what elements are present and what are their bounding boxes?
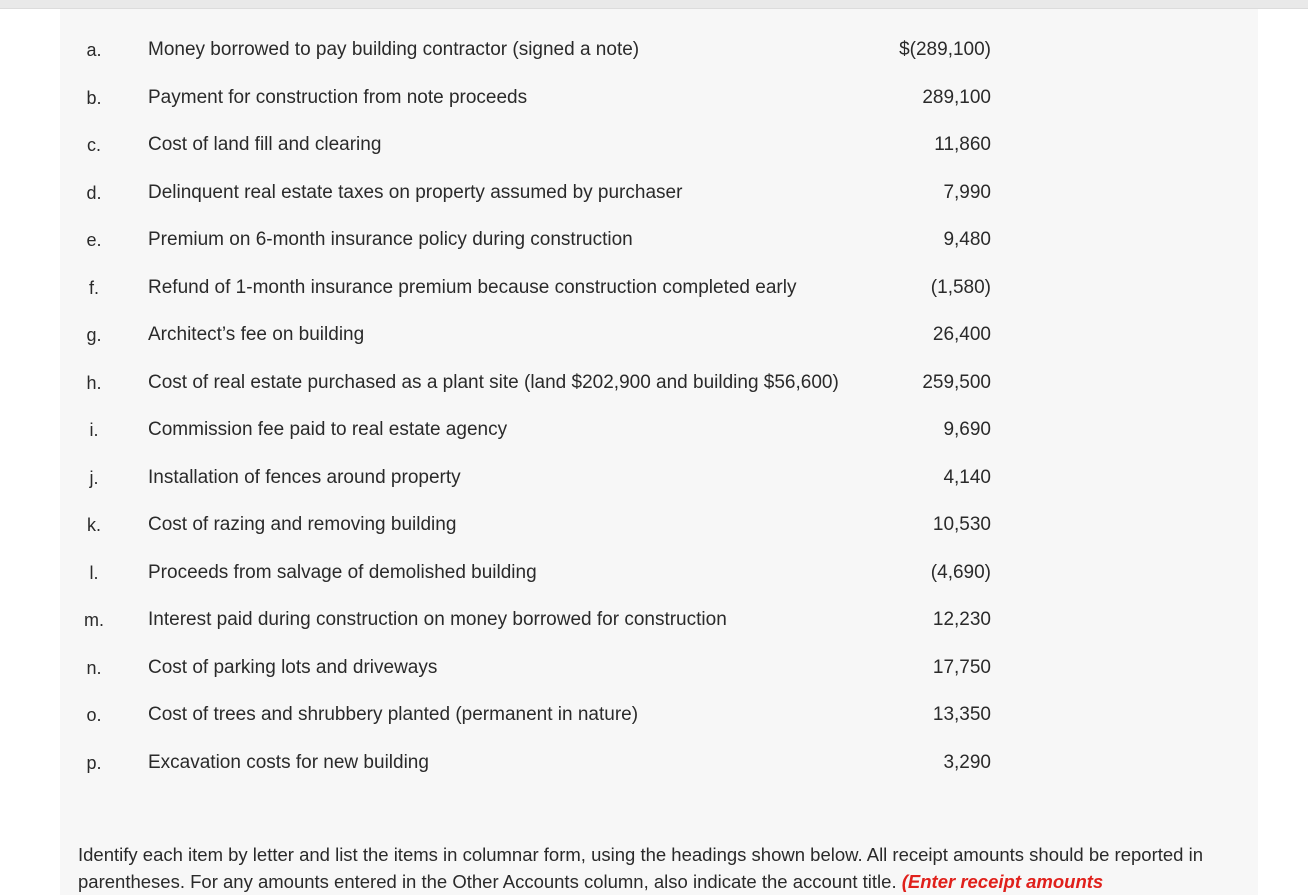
- item-letter: j.: [89, 467, 99, 488]
- item-description: Premium on 6-month insurance policy during construction: [148, 229, 633, 250]
- item-description: Cost of real estate purchased as a plant site (land $202,900 and building $56,600): [148, 371, 839, 393]
- item-letter: d.: [86, 182, 102, 203]
- instructions-note: (Enter receipt amounts: [901, 871, 1104, 892]
- item-amount: 259,500: [922, 371, 991, 393]
- item-amount: 10,530: [932, 514, 991, 535]
- item-description: Interest paid during construction on money borrowed for construction: [148, 609, 727, 630]
- item-description: Proceeds from salvage of demolished building: [148, 561, 537, 583]
- item-description: Installation of fences around property: [148, 466, 461, 488]
- item-amount: (1,580): [930, 276, 991, 298]
- instructions: [78, 841, 1248, 895]
- items-list: [60, 35, 1258, 795]
- item-letter: c.: [86, 135, 101, 155]
- list-item: [60, 510, 1258, 558]
- item-letter: b.: [86, 87, 102, 108]
- list-item: [60, 130, 1258, 178]
- item-amount: 9,690: [943, 419, 991, 440]
- item-letter: p.: [86, 752, 102, 773]
- problem-panel: [60, 9, 1258, 895]
- list-item: [60, 653, 1258, 701]
- list-item: [60, 463, 1258, 511]
- item-amount: 7,990: [943, 181, 991, 203]
- item-description: Refund of 1-month insurance premium because construction completed early: [148, 276, 797, 298]
- list-item: [60, 415, 1258, 463]
- item-amount: $(289,100): [899, 39, 991, 60]
- item-letter: g.: [86, 325, 102, 345]
- item-description: Architect’s fee on building: [148, 324, 365, 345]
- item-letter: i.: [89, 420, 99, 440]
- item-description: Excavation costs for new building: [148, 751, 429, 773]
- item-amount: 17,750: [932, 656, 991, 678]
- item-letter: f.: [88, 277, 99, 298]
- list-item: [60, 748, 1258, 796]
- item-letter: e.: [86, 230, 102, 250]
- list-item: [60, 558, 1258, 606]
- item-description: Cost of parking lots and driveways: [148, 656, 438, 678]
- item-letter: h.: [86, 372, 102, 393]
- item-letter: o.: [86, 705, 102, 725]
- item-description: Commission fee paid to real estate agency: [148, 419, 508, 440]
- item-letter: a.: [86, 40, 102, 60]
- item-letter: m.: [84, 610, 104, 630]
- list-item: [60, 320, 1258, 368]
- item-amount: 9,480: [943, 229, 991, 250]
- item-description: Cost of razing and removing building: [148, 514, 457, 535]
- item-description: Payment for construction from note proceeds: [148, 86, 528, 108]
- item-amount: 26,400: [932, 324, 991, 345]
- item-amount: 4,140: [943, 466, 991, 488]
- item-letter: k.: [86, 515, 101, 535]
- item-amount: 3,290: [943, 751, 991, 773]
- item-description: Cost of trees and shrubbery planted (permanent in nature): [148, 704, 639, 725]
- item-description: Cost of land fill and clearing: [148, 134, 382, 155]
- item-amount: 11,860: [934, 134, 991, 155]
- item-description: Delinquent real estate taxes on property assumed by purchaser: [148, 181, 683, 203]
- instructions-text: Identify each item by letter and list the items in columnar form, using the headings shown below. All receipt amounts should be reported in parentheses. For any amounts entered in the Other Accounts column, also indicate the account title.: [78, 844, 1204, 892]
- list-item: [60, 700, 1258, 748]
- item-amount: (4,690): [930, 561, 991, 583]
- item-letter: n.: [86, 657, 102, 678]
- item-description: Money borrowed to pay building contractor (signed a note): [148, 39, 640, 60]
- item-amount: 13,350: [932, 704, 991, 725]
- list-item: [60, 368, 1258, 416]
- list-item: [60, 178, 1258, 226]
- list-item: [60, 35, 1258, 83]
- list-item: [60, 83, 1258, 131]
- item-amount: 12,230: [932, 609, 991, 630]
- item-amount: 289,100: [922, 86, 991, 108]
- item-letter: l.: [89, 562, 99, 583]
- top-bar: [0, 0, 1308, 9]
- list-item: [60, 225, 1258, 273]
- list-item: [60, 273, 1258, 321]
- list-item: [60, 605, 1258, 653]
